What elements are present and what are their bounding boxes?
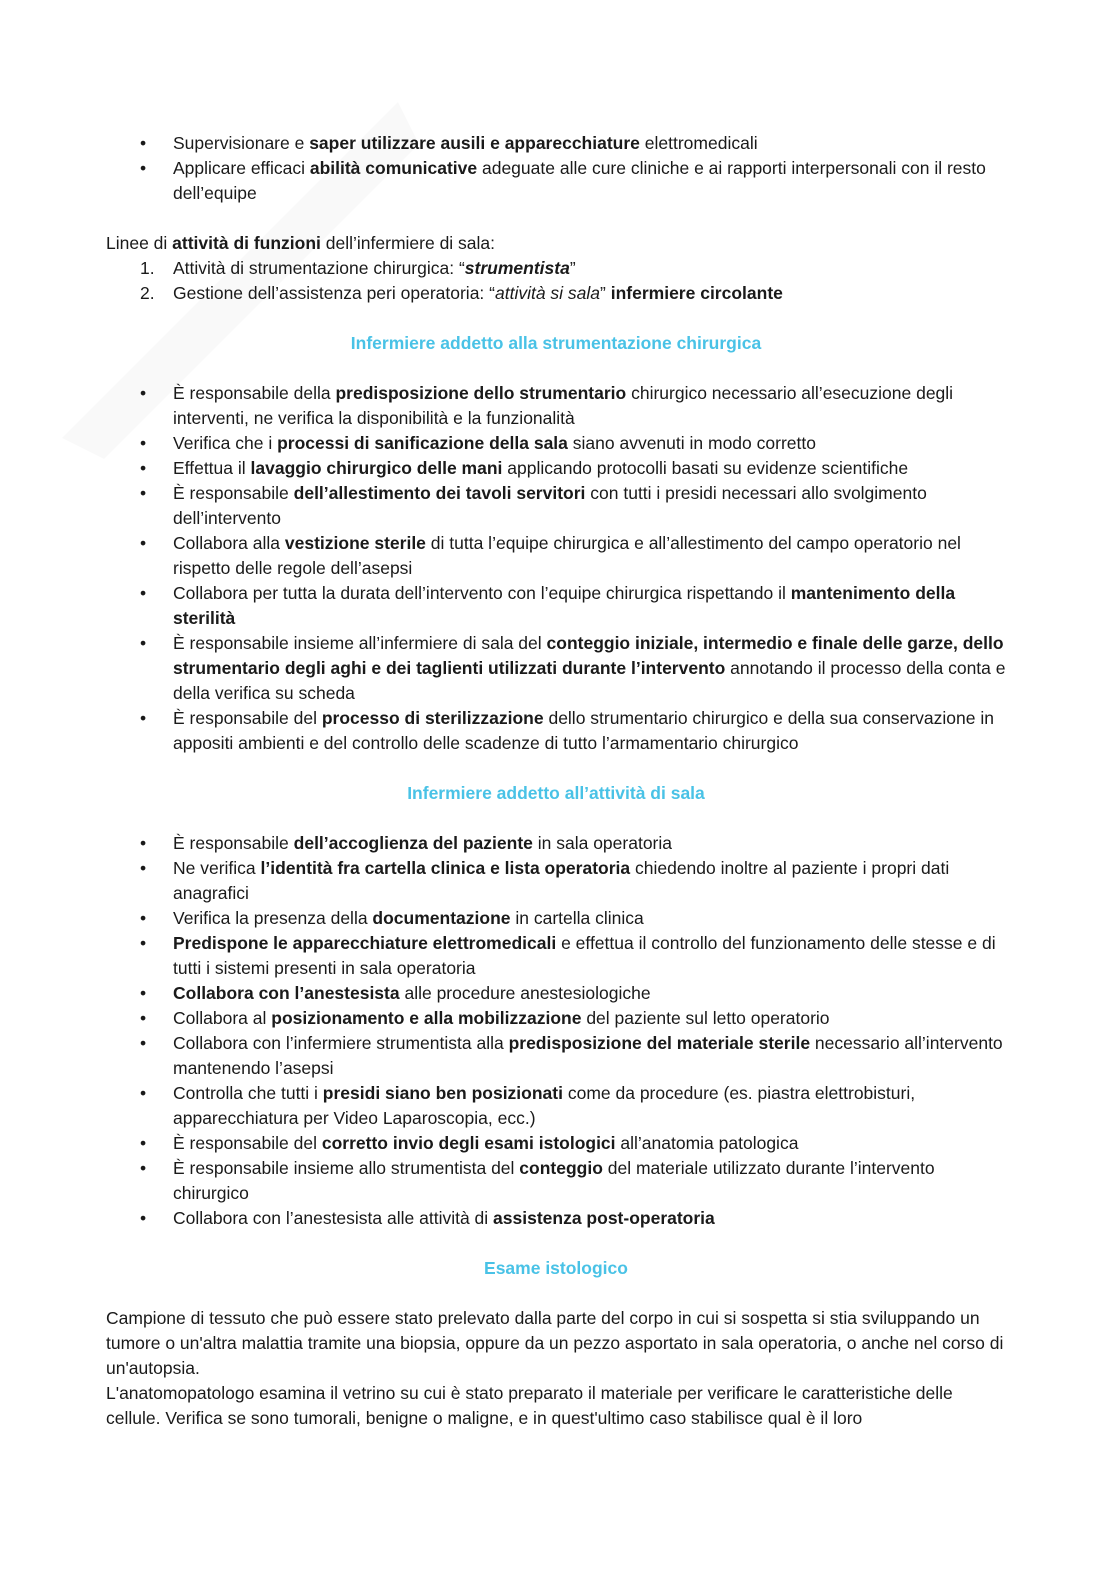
bullet-item: • Applicare efficaci abilità comunicative adeguate alle cure cliniche e ai rapporti interpersonali con il resto dell’equipe [106,156,1006,206]
bullet-item: • È responsabile del processo di sterilizzazione dello strumentario chirurgico e della sua conservazione in appositi ambienti e del controllo delle scadenze di tutto l’armamentario chirurgico [106,706,1006,756]
section-heading-attivita-sala: Infermiere addetto all’attività di sala [407,783,705,803]
functions-intro: Linee di attività di funzioni dell’infermiere di sala: [106,233,496,253]
exam-paragraph-1: Campione di tessuto che può essere stato prelevato dalla parte del corpo in cui si sospetta si stia sviluppando un tumore o un'altra malattia tramite una biopsia, oppure da un pezzo asportato in sala operatoria, o anche nel corso di un'autopsia. [106,1308,1004,1378]
section-heading-strumentazione: Infermiere addetto alla strumentazione chirurgica [350,333,762,353]
bullet-item: • Collabora con l’anestesista alle procedure anestesiologiche [106,981,1006,1006]
attivita-sala-bullet-list [106,831,1006,1231]
item-number: 2. [140,283,155,303]
bullet-item: • Supervisionare e saper utilizzare ausili e apparecchiature elettromedicali [106,131,1006,156]
bullet-item: • È responsabile insieme all’infermiere di sala del conteggio iniziale, intermedio e finale delle garze, dello strumentario degli aghi e dei taglienti utilizzati durante l’intervento annotando il processo della conta e della verifica su scheda [106,631,1006,706]
bullet-item: • Collabora con l’infermiere strumentista alla predisposizione del materiale sterile necessario all’intervento mantenendo l’asepsi [106,1031,1006,1081]
bullet-item: • Collabora per tutta la durata dell’intervento con l’equipe chirurgica rispettando il mantenimento della sterilità [106,581,1006,631]
exam-paragraph-2: L'anatomopatologo esamina il vetrino su cui è stato preparato il materiale per verificare le caratteristiche delle cellule. Verifica se sono tumorali, benigne o maligne, e in quest'ultimo caso stabilisce qual è il loro [106,1383,953,1428]
section-heading-esame-istologico: Esame istologico [484,1258,628,1278]
bullet-item: • Collabora al posizionamento e alla mobilizzazione del paziente sul letto operatorio [106,1006,1006,1031]
bullet-item: • È responsabile dell’allestimento dei tavoli servitori con tutti i presidi necessari allo svolgimento dell’intervento [106,481,1006,531]
bullet-item: • È responsabile dell’accoglienza del paziente in sala operatoria [106,831,1006,856]
intro-bullet-list [106,131,1006,206]
bullet-item: • È responsabile del corretto invio degli esami istologici all’anatomia patologica [106,1131,1006,1156]
item-number: 1. [140,258,155,278]
numbered-item: 1. Attività di strumentazione chirurgica: “strumentista” [106,256,1006,281]
bullet-item: • È responsabile insieme allo strumentista del conteggio del materiale utilizzato durante l’intervento chirurgico [106,1156,1006,1206]
strumentazione-bullet-list [106,381,1006,756]
bullet-item: • Verifica la presenza della documentazione in cartella clinica [106,906,1006,931]
bullet-item: • Predispone le apparecchiature elettromedicali e effettua il controllo del funzionamento delle stesse e di tutti i sistemi presenti in sala operatoria [106,931,1006,981]
bullet-item: • Verifica che i processi di sanificazione della sala siano avvenuti in modo corretto [106,431,1006,456]
numbered-item: 2. Gestione dell’assistenza peri operatoria: “attività si sala” infermiere circolante [106,281,1006,306]
functions-numbered-list [106,256,1006,306]
bullet-item: • Controlla che tutti i presidi siano ben posizionati come da procedure (es. piastra elettrobisturi, apparecchiatura per Video Laparoscopia, ecc.) [106,1081,1006,1131]
bullet-item: • Collabora con l’anestesista alle attività di assistenza post-operatoria [106,1206,1006,1231]
bullet-item: • Collabora alla vestizione sterile di tutta l’equipe chirurgica e all’allestimento del campo operatorio nel rispetto delle regole dell’asepsi [106,531,1006,581]
bullet-item: • Ne verifica l’identità fra cartella clinica e lista operatoria chiedendo inoltre al paziente i propri dati anagrafici [106,856,1006,906]
bullet-item: • È responsabile della predisposizione dello strumentario chirurgico necessario all’esecuzione degli interventi, ne verifica la disponibilità e la funzionalità [106,381,1006,431]
document-page [106,131,1006,1431]
bullet-item: • Effettua il lavaggio chirurgico delle mani applicando protocolli basati su evidenze scientifiche [106,456,1006,481]
